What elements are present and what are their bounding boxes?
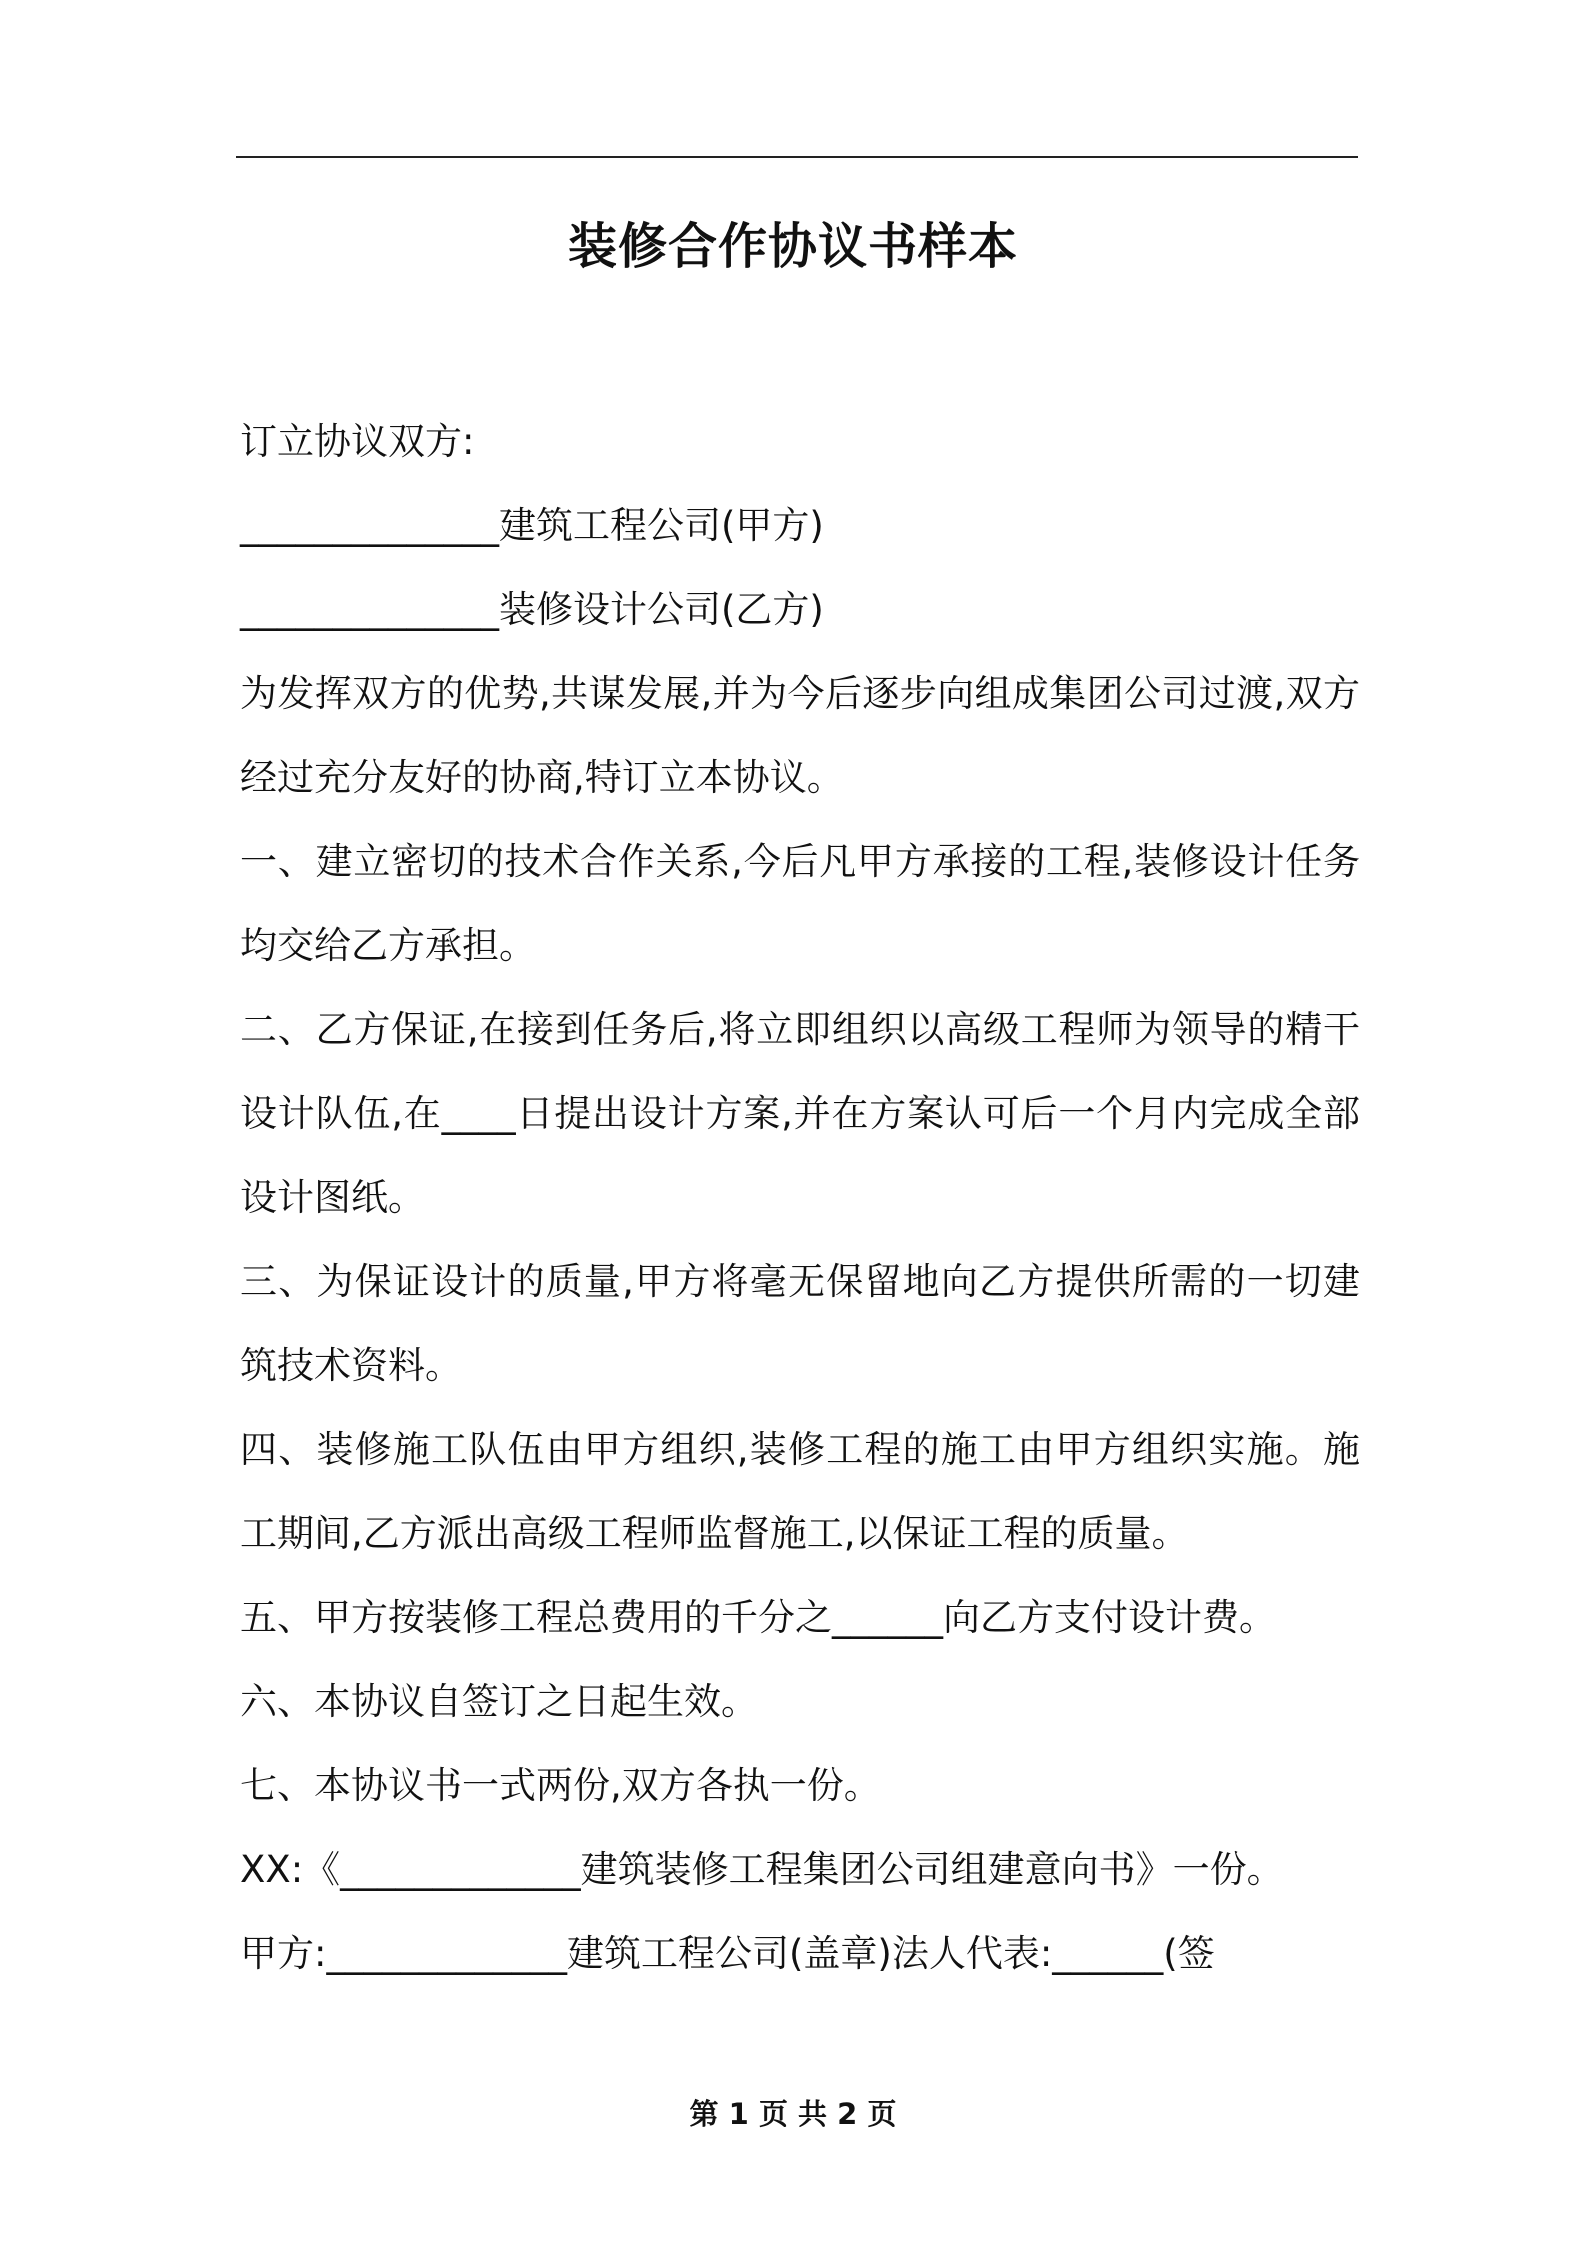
page-prefix: 第 [689,2097,719,2131]
clause-3: 三、为保证设计的质量,甲方将毫无保留地向乙方提供所需的一切建筑技术资料。 [240,1260,1360,1387]
clause-7: 七、本协议书一式两份,双方各执一份。 [240,1764,881,1807]
clause-2: 二、乙方保证,在接到任务后,将立即组织以高级工程师为领导的精干设计队伍,在____日提出设计方案,并在方案认可后一个月内完成全部设计图纸。 [240,1008,1360,1219]
party-a-line: ______________建筑工程公司(甲方) [240,504,824,547]
parties-heading: 订立协议双方: [240,420,475,463]
attachment-line: XX:《_____________建筑装修工程集团公司组建意向书》一份。 [240,1848,1284,1891]
party-a-signature-line: 甲方:_____________建筑工程公司(盖章)法人代表:______(签 [240,1932,1215,1975]
preamble-paragraph: 为发挥双方的优势,共谋发展,并为今后逐步向组成集团公司过渡,双方经过充分友好的协商,特订立本协议。 [240,672,1360,799]
header-rule [236,156,1358,158]
page-middle: 页 共 [758,2097,828,2131]
page-suffix: 页 [867,2097,897,2131]
clause-6: 六、本协议自签订之日起生效。 [240,1680,758,1723]
party-b-line: ______________装修设计公司(乙方) [240,588,824,631]
clause-4: 四、装修施工队伍由甲方组织,装修工程的施工由甲方组织实施。施工期间,乙方派出高级工程师监督施工,以保证工程的质量。 [240,1428,1360,1555]
page-footer [0,2094,1586,2134]
clause-5: 五、甲方按装修工程总费用的千分之______向乙方支付设计费。 [240,1596,1276,1639]
document-title: 装修合作协议书样本 [567,218,1018,275]
page-total: 2 [837,2097,858,2131]
page-current: 1 [728,2097,749,2131]
clause-1: 一、建立密切的技术合作关系,今后凡甲方承接的工程,装修设计任务均交给乙方承担。 [240,840,1360,967]
document-body [240,400,1360,1996]
